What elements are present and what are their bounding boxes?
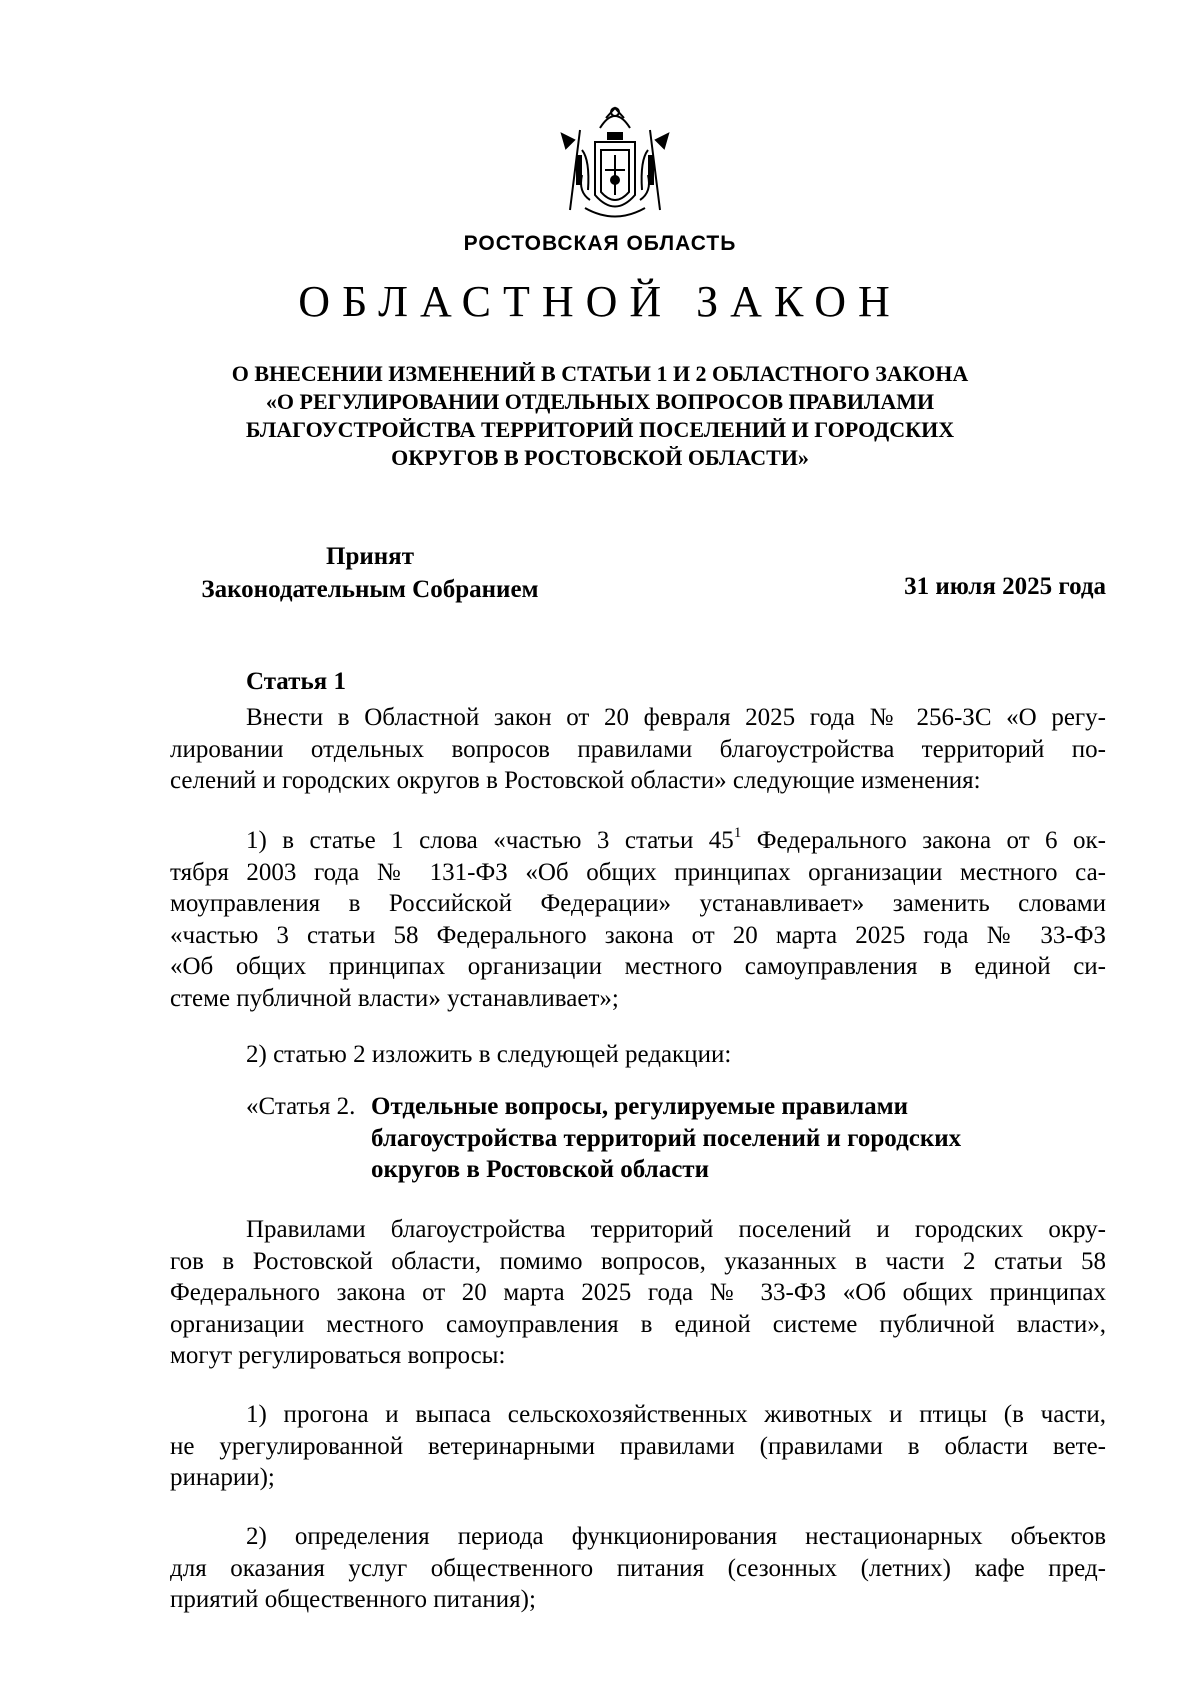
text-line: ринарии); <box>170 1464 275 1491</box>
new-article-body <box>170 1214 1106 1372</box>
text-line: селений и городских округов в Ростовской области» следующие изменения: <box>170 767 981 794</box>
text-line: не урегулированной ветеринарными правилами (правилами в области вете- <box>170 1432 1106 1460</box>
text-line: моуправления в Российской Федерации» устанавливает» заменить словами <box>170 890 1106 917</box>
law-title-line: БЛАГОУСТРОЙСТВА ТЕРРИТОРИЙ ПОСЕЛЕНИЙ И ГОРОДСКИХ <box>245 417 955 442</box>
text-line: лировании отдельных вопросов правилами благоустройства территорий по- <box>170 735 1106 763</box>
new-article-number: «Статья 2. <box>246 1093 356 1120</box>
text-line: для оказания услуг общественного питания (сезонных (летних) кафе пред- <box>170 1554 1106 1582</box>
adoption-line: Принят <box>326 543 414 570</box>
article-intro-paragraph <box>170 702 1106 797</box>
text-fragment: Федерального закона от 6 ок- <box>741 827 1106 854</box>
text-line: 1) прогона и выпаса сельскохозяйственных животных и птицы (в части, <box>246 1401 1106 1428</box>
text-line: гов в Ростовской области, помимо вопросов, указанных в части 2 статьи 58 <box>170 1247 1106 1275</box>
text-line <box>170 825 1106 857</box>
text-line: Федерального закона от 20 марта 2025 года № 33-ФЗ «Об общих принципах <box>170 1279 1106 1306</box>
adoption-body <box>170 540 570 606</box>
title-line: округов в Ростовской области <box>371 1156 709 1183</box>
coat-of-arms-emblem <box>560 100 670 230</box>
law-title <box>190 360 1010 472</box>
text-fragment: 1) в статье 1 слова «частью 3 статьи 45 <box>246 827 734 854</box>
law-title-line: «О РЕГУЛИРОВАНИИ ОТДЕЛЬНЫХ ВОПРОСОВ ПРАВИЛАМИ <box>265 389 935 414</box>
text-line: 2) статью 2 изложить в следующей редакции: <box>246 1041 732 1068</box>
law-type-heading: ОБЛАСТНОЙ ЗАКОН <box>298 277 902 326</box>
new-article-title <box>371 1091 1131 1186</box>
text-line: организации местного самоуправления в единой системе публичной власти», <box>170 1310 1106 1338</box>
text-line: могут регулироваться вопросы: <box>170 1342 506 1369</box>
superscript: 1 <box>733 825 742 841</box>
article-heading: Статья 1 <box>246 668 346 695</box>
region-name: РОСТОВСКАЯ ОБЛАСТЬ <box>463 232 737 255</box>
text-line: приятий общественного питания); <box>170 1586 536 1613</box>
adoption-line: Законодательным Собранием <box>201 576 539 603</box>
sub-item-2 <box>170 1521 1106 1616</box>
text-line: Правилами благоустройства территорий поселений и городских окру- <box>246 1216 1106 1243</box>
title-line: Отдельные вопросы, регулируемые правилами <box>371 1093 909 1120</box>
law-title-line: О ВНЕСЕНИИ ИЗМЕНЕНИЙ В СТАТЬИ 1 И 2 ОБЛАСТНОГО ЗАКОНА <box>231 361 969 386</box>
title-line: благоустройства территорий поселений и городских <box>371 1124 962 1152</box>
text-line: Внести в Областной закон от 20 февраля 2025 года № 256-ЗС «О регу- <box>246 704 1106 731</box>
law-title-line: ОКРУГОВ В РОСТОВСКОЙ ОБЛАСТИ» <box>391 445 809 470</box>
amendment-item-2 <box>170 1039 1106 1071</box>
text-line: «Об общих принципах организации местного самоуправления в единой си- <box>170 953 1106 980</box>
text-line: 2) определения периода функционирования нестационарных объектов <box>246 1523 1106 1550</box>
adoption-date: 31 июля 2025 года <box>904 573 1106 600</box>
sub-item-1 <box>170 1399 1106 1494</box>
text-line: тября 2003 года № 131-ФЗ «Об общих принципах организации местного са- <box>170 858 1106 886</box>
text-line: стеме публичной власти» устанавливает»; <box>170 984 619 1012</box>
amendment-item-1 <box>170 825 1106 1014</box>
text-line: «частью 3 статьи 58 Федерального закона от 20 марта 2025 года № 33-ФЗ <box>170 921 1106 949</box>
